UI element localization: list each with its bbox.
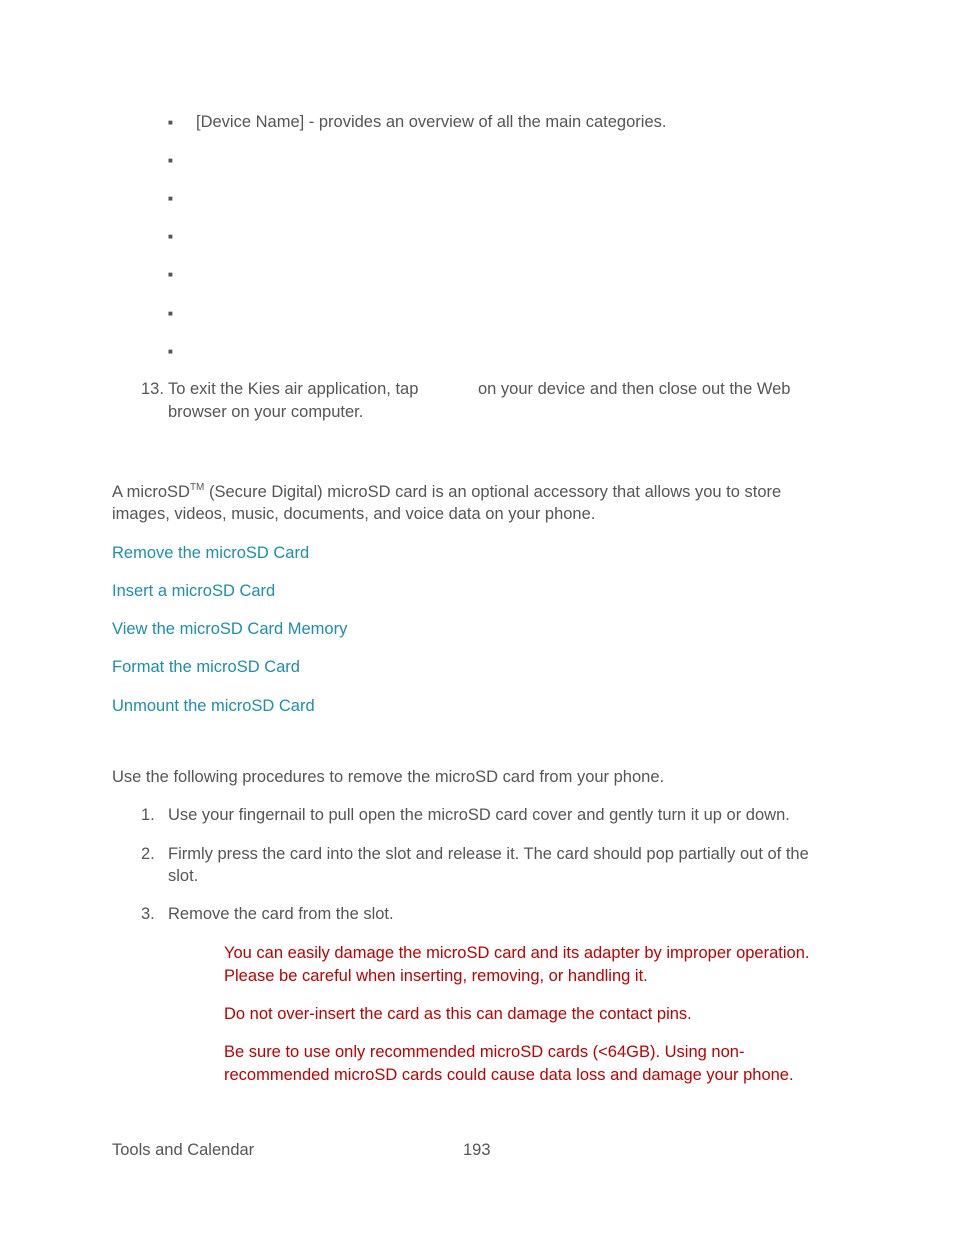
link-format-microsd-card[interactable]: Format the microSD Card	[112, 658, 300, 676]
warning-damage-line2: Please be careful when inserting, removing, or handling it.	[224, 967, 648, 985]
warning-recommended-line2: recommended microSD cards could cause data loss and damage your phone.	[224, 1066, 794, 1084]
link-unmount-microsd-card[interactable]: Unmount the microSD Card	[112, 697, 315, 715]
bullet-marker: ■	[168, 309, 173, 318]
link-insert-microsd-card[interactable]: Insert a microSD Card	[112, 582, 276, 600]
bullet-marker: ■	[168, 194, 173, 203]
intro-prefix: A microSD	[112, 483, 190, 501]
warning-damage-line1: You can easily damage the microSD card and its adapter by improper operation.	[224, 944, 810, 962]
step-3-text: Remove the card from the slot.	[168, 905, 394, 923]
link-view-microsd-card-memory[interactable]: View the microSD Card Memory	[112, 620, 348, 638]
step-13-number: 13.	[141, 380, 164, 398]
warning-recommended-line1: Be sure to use only recommended microSD cards (<64GB). Using non-	[224, 1043, 745, 1061]
footer-page-number: 193	[463, 1141, 491, 1159]
step-2-number: 2.	[141, 845, 155, 863]
bullet-marker: ■	[168, 232, 173, 241]
step-1-text: Use your fingernail to pull open the microSD card cover and gently turn it up or down.	[168, 806, 790, 824]
bullet-marker: ■	[168, 156, 173, 165]
link-remove-microsd-card[interactable]: Remove the microSD Card	[112, 544, 310, 562]
footer-section-title: Tools and Calendar	[112, 1141, 255, 1159]
intro-line2: images, videos, music, documents, and voice data on your phone.	[112, 505, 596, 523]
step-3-number: 3.	[141, 905, 155, 923]
step-13-text-line2: browser on your computer.	[168, 403, 364, 421]
intro-line1-rest: (Secure Digital) microSD card is an optional accessory that allows you to store	[204, 483, 782, 501]
bullet-marker: ■	[168, 270, 173, 279]
step-1-number: 1.	[141, 806, 155, 824]
bullet-marker: ■	[168, 118, 173, 127]
step-13-text-part2: on your device and then close out the Web	[478, 380, 791, 398]
remove-intro: Use the following procedures to remove the microSD card from your phone.	[112, 768, 665, 786]
bullet-marker: ■	[168, 347, 173, 356]
step-13-text-part1: To exit the Kies air application, tap	[168, 380, 419, 398]
bullet-device-name: [Device Name] - provides an overview of all the main categories.	[196, 113, 667, 131]
intro-line1	[112, 481, 781, 504]
warning-over-insert: Do not over-insert the card as this can damage the contact pins.	[224, 1005, 692, 1023]
step-2-text-line2: slot.	[168, 867, 199, 885]
step-2-text: Firmly press the card into the slot and release it. The card should pop partially out of the	[168, 845, 809, 863]
trademark-sup: TM	[189, 482, 205, 493]
